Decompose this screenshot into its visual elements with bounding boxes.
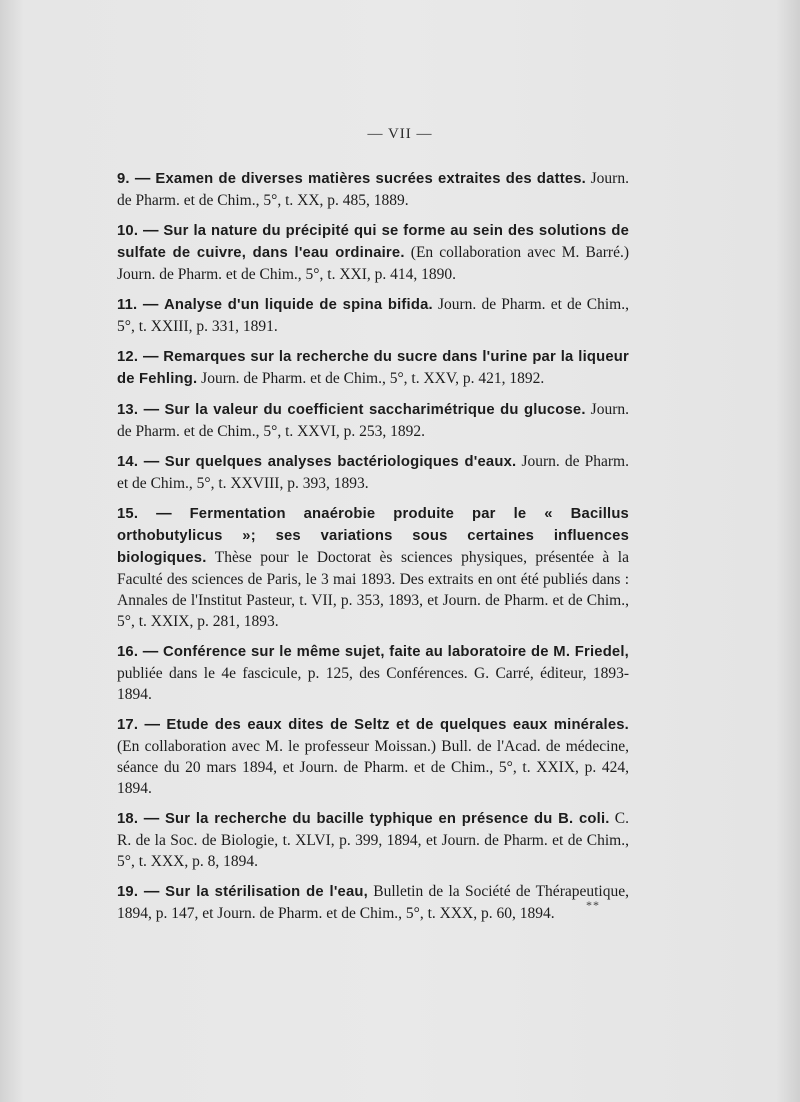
page-folio: — VII —: [367, 126, 433, 142]
entry-number: 19.: [117, 884, 139, 900]
entry-number: 10.: [117, 223, 139, 239]
entry-title: Conférence sur le même sujet, faite au laboratoire de M. Friedel,: [162, 644, 629, 660]
bibliography-entry-14: 14. — Sur quelques analyses bactériologiques d'eaux. Journ. de Pharm. et de Chim., 5°, t. XXVIII, p. 393, 1893.: [117, 453, 629, 492]
entry-reference: Thèse pour le Doctorat ès sciences physiques, présentée à la Faculté des sciences de Paris, le 3 mai 1893. Des extraits en ont été publiés dans : Annales de l'Institut Pasteur, t. VII, p. 353, 1893, et Journ. de Pharm. et de Chim., 5°, t. XXIX, p. 281, 1893.: [117, 549, 629, 630]
entry-reference: (En collaboration avec M. Barré.) Journ. de Pharm. et de Chim., 5°, t. XXI, p. 414, 1890.: [117, 244, 629, 283]
entry-title: Etude des eaux dites de Seltz et de quelques eaux minérales.: [166, 717, 629, 733]
entry-reference: Bulletin de la Société de Thérapeutique, 1894, p. 147, et Journ. de Pharm. et de Chim., 5°, t. XXX, p. 60, 1894.: [117, 883, 629, 922]
bibliography-entry-15: 15. — Fermentation anaérobie produite par le « Bacillus orthobutylicus »; ses variations sous certaines influences biologiques. Thèse pour le Doctorat ès sciences physiques, présentée à la Faculté des sciences de Paris, le 3 mai 1893. Des extraits en ont été publiés dans : Annales de l'Institut Pasteur, t. VII, p. 353, 1893, et Journ. de Pharm. et de Chim., 5°, t. XXIX, p. 281, 1893.: [117, 505, 629, 630]
entry-reference: (En collaboration avec M. le professeur Moissan.) Bull. de l'Acad. de médecine, séance du 20 mars 1894, et Journ. de Pharm. et de Chim., 5°, t. XXIX, p. 424, 1894.: [117, 738, 629, 797]
entry-title: Examen de diverses matières sucrées extraites des dattes.: [155, 171, 586, 187]
entry-title: Remarques sur la recherche du sucre dans l'urine par la liqueur de Fehling.: [117, 349, 629, 387]
bibliography-entry-16: 16. — Conférence sur le même sujet, faite au laboratoire de M. Friedel, publiée dans le 4e fascicule, p. 125, des Conférences. G. Carré, éditeur, 1893-1894.: [117, 643, 629, 703]
bibliography-list: [117, 168, 629, 933]
entry-reference: publiée dans le 4e fascicule, p. 125, des Conférences. G. Carré, éditeur, 1893-1894.: [117, 665, 629, 703]
entry-number: 15.: [117, 506, 139, 522]
entry-title: Sur la stérilisation de l'eau,: [165, 884, 368, 900]
bibliography-entry-12: 12. — Remarques sur la recherche du sucre dans l'urine par la liqueur de Fehling. Journ. de Pharm. et de Chim., 5°, t. XXV, p. 421, 1892.: [117, 348, 629, 387]
entry-number: 11.: [117, 297, 138, 313]
entry-reference: C. R. de la Soc. de Biologie, t. XLVI, p. 399, 1894, et Journ. de Pharm. et de Chim., 5°, t. XXX, p. 8, 1894.: [117, 810, 629, 870]
entry-title: Sur la nature du précipité qui se forme au sein des solutions de sulfate de cuivre, dans l'eau ordinaire.: [117, 223, 629, 261]
entry-reference: Journ. de Pharm. et de Chim., 5°, t. XXIII, p. 331, 1891.: [117, 296, 629, 335]
entry-number: 16.: [117, 644, 139, 660]
bibliography-entry-11: 11. — Analyse d'un liquide de spina bifida. Journ. de Pharm. et de Chim., 5°, t. XXIII, p. 331, 1891.: [117, 296, 629, 335]
bibliography-entry-10: 10. — Sur la nature du précipité qui se forme au sein des solutions de sulfate de cuivre, dans l'eau ordinaire. (En collaboration avec M. Barré.) Journ. de Pharm. et de Chim., 5°, t. XXI, p. 414, 1890.: [117, 222, 629, 283]
entry-number: 14.: [117, 454, 139, 470]
entry-title: Sur la valeur du coefficient saccharimétrique du glucose.: [164, 402, 586, 418]
entry-number: 13.: [117, 402, 139, 418]
bibliography-entry-17: 17. — Etude des eaux dites de Seltz et de quelques eaux minérales. (En collaboration avec M. le professeur Moissan.) Bull. de l'Acad. de médecine, séance du 20 mars 1894, et Journ. de Pharm. et de Chim., 5°, t. XXIX, p. 424, 1894.: [117, 716, 629, 797]
entry-title: Sur la recherche du bacille typhique en présence du B. coli.: [164, 811, 610, 827]
signature-mark: **: [586, 898, 600, 912]
entry-reference: Journ. de Pharm. et de Chim., 5°, t. XXV, p. 421, 1892.: [197, 370, 545, 387]
entry-number: 18.: [117, 811, 139, 827]
entry-reference: Journ. de Pharm. et de Chim., 5°, t. XXVIII, p. 393, 1893.: [117, 453, 629, 492]
bibliography-entry-13: 13. — Sur la valeur du coefficient saccharimétrique du glucose. Journ. de Pharm. et de Chim., 5°, t. XXVI, p. 253, 1892.: [117, 401, 629, 440]
entry-number: 12.: [117, 349, 139, 365]
entry-title: Analyse d'un liquide de spina bifida.: [164, 297, 433, 313]
entry-number: 17.: [117, 717, 139, 733]
bibliography-entry-18: 18. — Sur la recherche du bacille typhique en présence du B. coli. C. R. de la Soc. de Biologie, t. XLVI, p. 399, 1894, et Journ. de Pharm. et de Chim., 5°, t. XXX, p. 8, 1894.: [117, 810, 629, 870]
entry-reference: Journ. de Pharm. et de Chim., 5°, t. XX, p. 485, 1889.: [117, 170, 629, 209]
bibliography-entry-9: 9. — Examen de diverses matières sucrées extraites des dattes. Journ. de Pharm. et de Chim., 5°, t. XX, p. 485, 1889.: [117, 170, 629, 209]
bibliography-entry-19: 19. — Sur la stérilisation de l'eau, Bulletin de la Société de Thérapeutique, 1894, p. 147, et Journ. de Pharm. et de Chim., 5°, t. XXX, p. 60, 1894.: [117, 883, 629, 922]
entry-title: Sur quelques analyses bactériologiques d'eaux.: [164, 454, 517, 470]
entry-reference: Journ. de Pharm. et de Chim., 5°, t. XXVI, p. 253, 1892.: [117, 401, 629, 440]
entry-title: Fermentation anaérobie produite par le « Bacillus orthobutylicus »; ses variations sous certaines influences biologiques.: [117, 506, 629, 566]
entry-number: 9.: [117, 171, 130, 187]
